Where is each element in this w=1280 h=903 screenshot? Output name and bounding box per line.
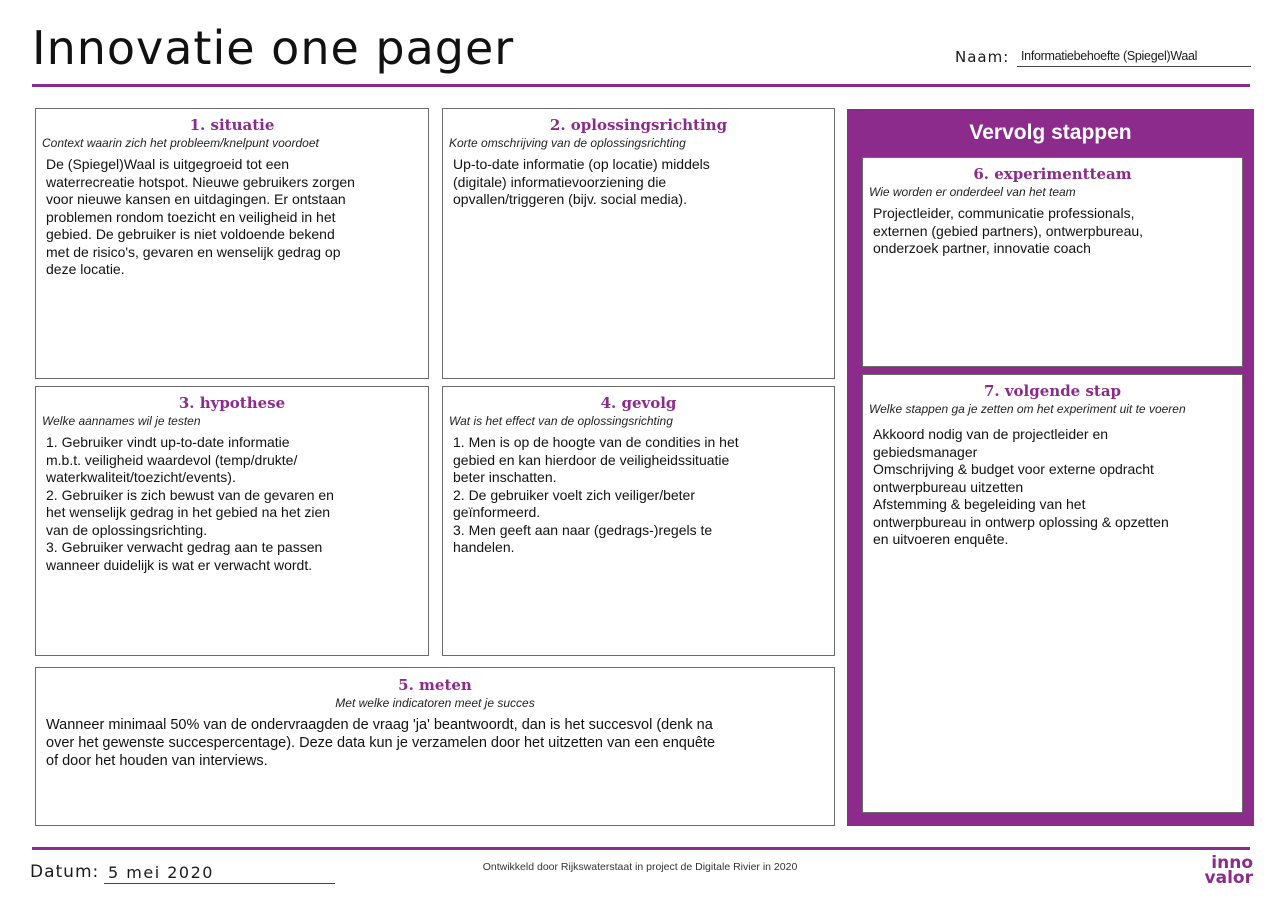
situatie-body: De (Spiegel)Waal is uitgegroeid tot een waterrecreatie hotspot. Nieuwe gebruikers zorgen voor nieuwe kansen en uitdagingen. Er ontstaan problemen rondom toezicht en veiligheid in het gebied. De gebruiker is niet voldoende bekend met de risico's, gevaren en wenselijk gedrag op deze locatie. (46, 156, 355, 277)
experimentteam-section (862, 157, 1243, 367)
hypothese-subtitle: Welke aannames wil je testen (42, 414, 201, 428)
gevolg-section (442, 386, 835, 656)
situatie-section (35, 108, 429, 379)
logo-line-2: valor (1204, 868, 1253, 888)
gevolg-body: 1. Men is op de hoogte van de condities in het gebied en kan hierdoor de veiligheidssituatie beter inschatten. 2. De gebruiker voelt zich veiliger/beter geïnformeerd. 3. Men geeft aan naar (gedrags-)regels te handelen. (453, 434, 739, 555)
naam-value: Informatiebehoefte (Spiegel)Waal (1017, 46, 1251, 67)
vervolg-stappen-title: Vervolg stappen (969, 121, 1132, 144)
page-title: Innovatie one pager (32, 21, 515, 75)
meten-section (35, 667, 835, 826)
datum-label: Datum: (30, 862, 100, 882)
volgende-stap-body: Akkoord nodig van de projectleider en gebiedsmanager Omschrijving & budget voor externe opdracht ontwerpbureau uitzetten Afstemming & begeleiding van het ontwerpbureau in ontwerp oplossing & opzetten en uitvoeren enquête. (873, 426, 1169, 547)
volgende-stap-section (862, 374, 1243, 813)
datum-field (30, 862, 335, 886)
naam-field (955, 46, 1251, 70)
hypothese-title: 3. hypothese (178, 394, 286, 412)
innovalor-logo (1168, 853, 1253, 892)
oplossingsrichting-body: Up-to-date informatie (op locatie) middels (digitale) informatievoorziening die opvallen/triggeren (bijv. social media). (453, 156, 710, 207)
situatie-title: 1. situatie (189, 116, 275, 134)
volgende-stap-title: 7. volgende stap (983, 382, 1122, 400)
datum-value: 5 mei 2020 (104, 862, 335, 884)
volgende-stap-subtitle: Welke stappen ga je zetten om het experiment uit te voeren (869, 402, 1186, 416)
meten-subtitle: Met welke indicatoren meet je succes (335, 696, 535, 710)
top-divider (32, 84, 1250, 87)
oplossingsrichting-section (442, 108, 835, 379)
situatie-subtitle: Context waarin zich het probleem/knelpunt voordoet (42, 136, 319, 150)
meten-title: 5. meten (398, 676, 472, 694)
hypothese-body: 1. Gebruiker vindt up-to-date informatie m.b.t. veiligheid waardevol (temp/drukte/ waterkwaliteit/toezicht/events). 2. Gebruiker is zich bewust van de gevaren en het wenselijk gedrag in het gebied na het zien van de oplossingsrichting. 3. Gebruiker verwacht gedrag aan te passen wanneer duidelijk is wat er verwacht wordt. (46, 434, 334, 573)
oplossingsrichting-title: 2. oplossingsrichting (549, 116, 728, 134)
gevolg-subtitle: Wat is het effect van de oplossingsrichting (449, 414, 673, 428)
naam-label: Naam: (955, 48, 1010, 66)
experimentteam-subtitle: Wie worden er onderdeel van het team (869, 185, 1076, 199)
logo-line-1: inno (1211, 853, 1253, 873)
bottom-divider (32, 847, 1250, 850)
hypothese-section (35, 386, 429, 656)
oplossingsrichting-subtitle: Korte omschrijving van de oplossingsrichting (449, 136, 686, 150)
gevolg-title: 4. gevolg (600, 394, 677, 412)
credit-text: Ontwikkeld door Rijkswaterstaat in project de Digitale Rivier in 2020 (482, 861, 798, 873)
meten-body: Wanneer minimaal 50% van de ondervraagden de vraag 'ja' beantwoordt, dan is het succesvol (denk na over het gewenste succespercentage). Deze data kun je verzamelen door het uitzetten van een enquête of door het houden van interviews. (46, 717, 716, 769)
experimentteam-body: Projectleider, communicatie professionals, externen (gebied partners), ontwerpbureau, onderzoek partner, innovatie coach (873, 205, 1144, 256)
experimentteam-title: 6. experimentteam (973, 165, 1132, 183)
